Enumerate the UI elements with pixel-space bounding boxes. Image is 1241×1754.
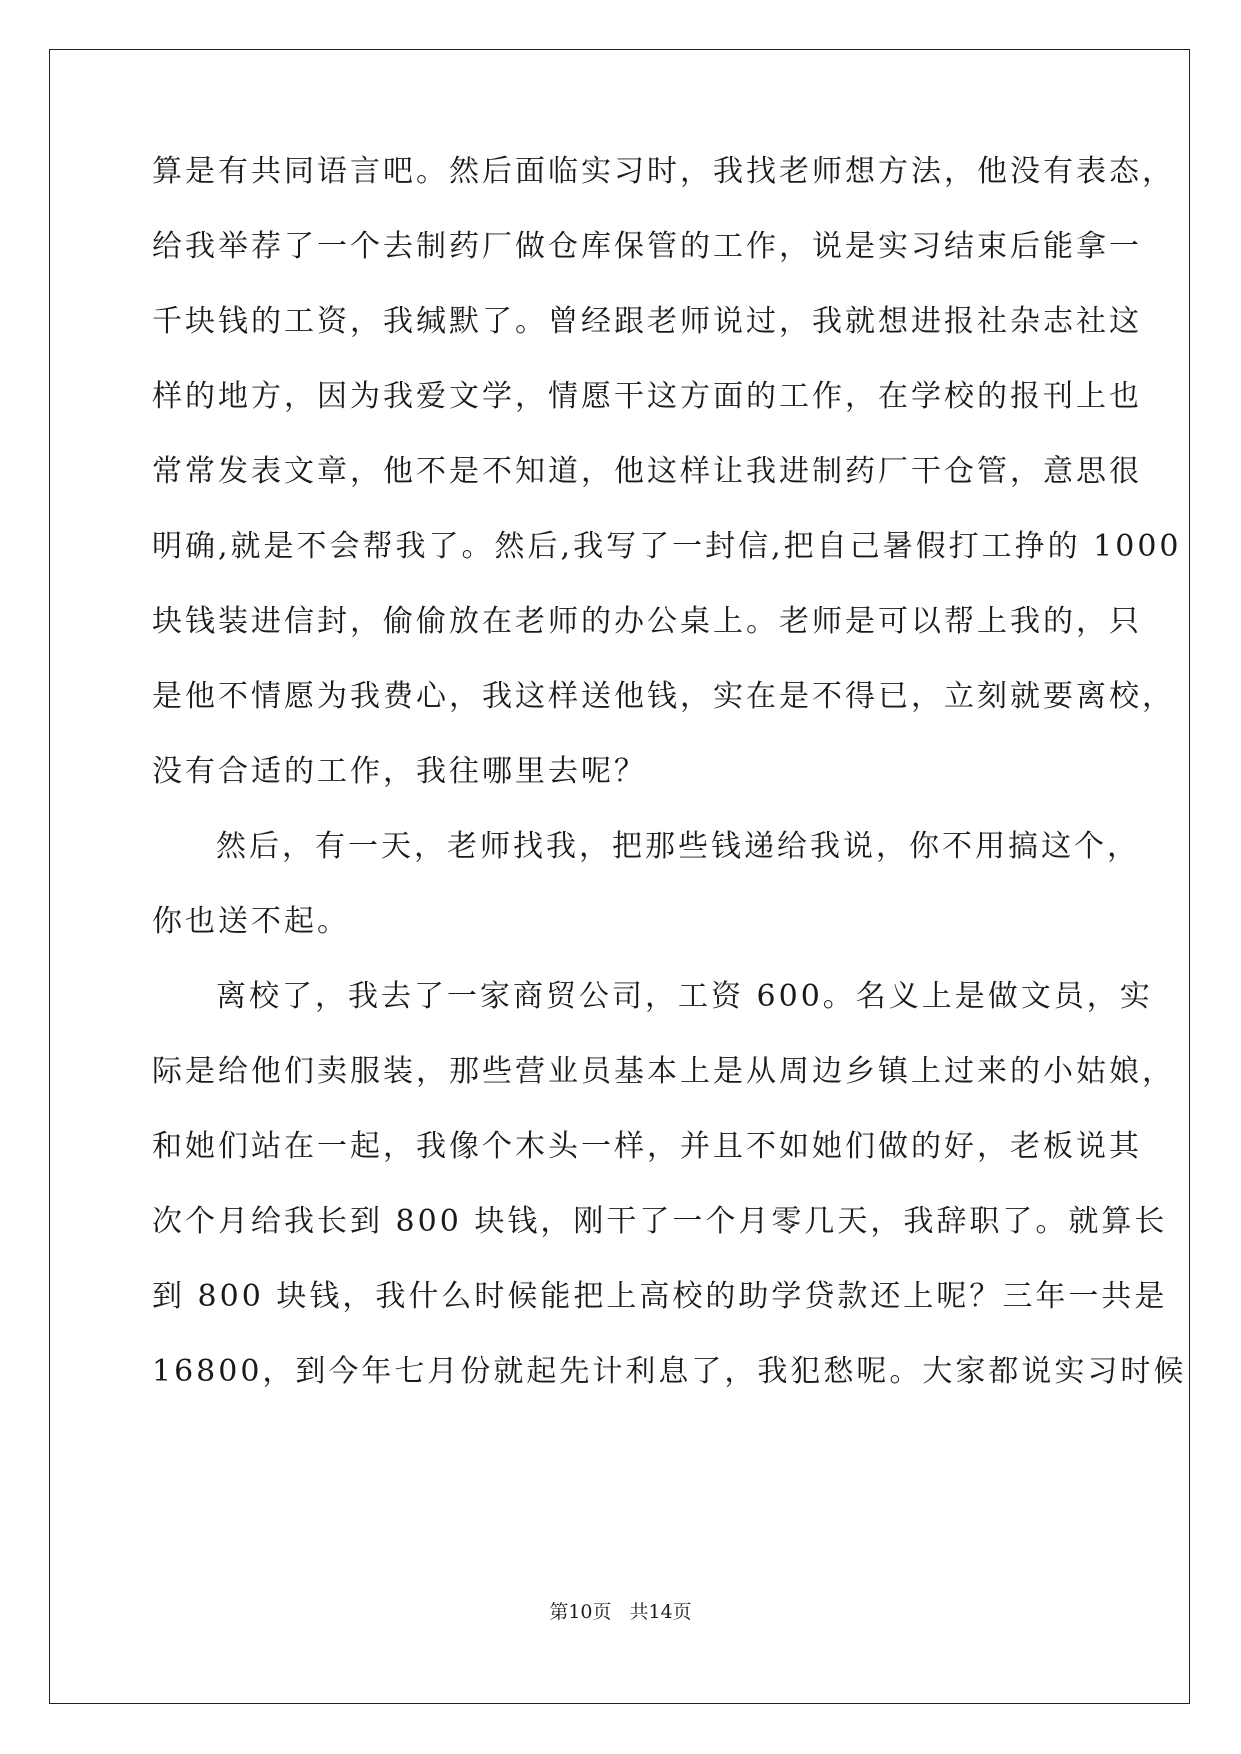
paragraph-start-line: 离校了，我去了一家商贸公司，工资 600。名义上是做文员，实 <box>216 979 1153 1014</box>
text-line: 给我举荐了一个去制药厂做仓库保管的工作，说是实习结束后能拿一 <box>152 229 1142 264</box>
text-line: 千块钱的工资，我缄默了。曾经跟老师说过，我就想进报社杂志社这 <box>152 304 1142 339</box>
text-line: 和她们站在一起，我像个木头一样，并且不如她们做的好，老板说其 <box>152 1129 1142 1164</box>
page-border <box>49 49 1190 1704</box>
text-line: 明确,就是不会帮我了。然后,我写了一封信,把自己暑假打工挣的 1000 <box>152 529 1182 564</box>
text-line: 到 800 块钱，我什么时候能把上高校的助学贷款还上呢？三年一共是 <box>152 1279 1168 1314</box>
text-line: 算是有共同语言吧。然后面临实习时，我找老师想方法，他没有表态， <box>152 154 1175 189</box>
paragraph-start-line: 然后，有一天，老师找我，把那些钱递给我说，你不用搞这个， <box>216 829 1140 864</box>
page-number: 第10页 <box>549 1601 612 1623</box>
text-line: 样的地方，因为我爱文学，情愿干这方面的工作，在学校的报刊上也 <box>152 379 1142 414</box>
text-line: 你也送不起。 <box>152 904 350 939</box>
page-total: 共14页 <box>629 1601 692 1623</box>
text-line: 际是给他们卖服装，那些营业员基本上是从周边乡镇上过来的小姑娘， <box>152 1054 1175 1089</box>
text-line: 没有合适的工作，我往哪里去呢？ <box>152 754 647 789</box>
text-line: 16800，到今年七月份就起先计利息了，我犯愁呢。大家都说实习时候 <box>152 1354 1187 1389</box>
text-line: 块钱装进信封，偷偷放在老师的办公桌上。老师是可以帮上我的，只 <box>152 604 1142 639</box>
text-line: 常常发表文章，他不是不知道，他这样让我进制药厂干仓管，意思很 <box>152 454 1142 489</box>
text-line: 是他不情愿为我费心，我这样送他钱，实在是不得已，立刻就要离校， <box>152 679 1175 714</box>
page-footer <box>0 1600 1241 1624</box>
text-line: 次个月给我长到 800 块钱，刚干了一个月零几天，我辞职了。就算长 <box>152 1204 1168 1239</box>
